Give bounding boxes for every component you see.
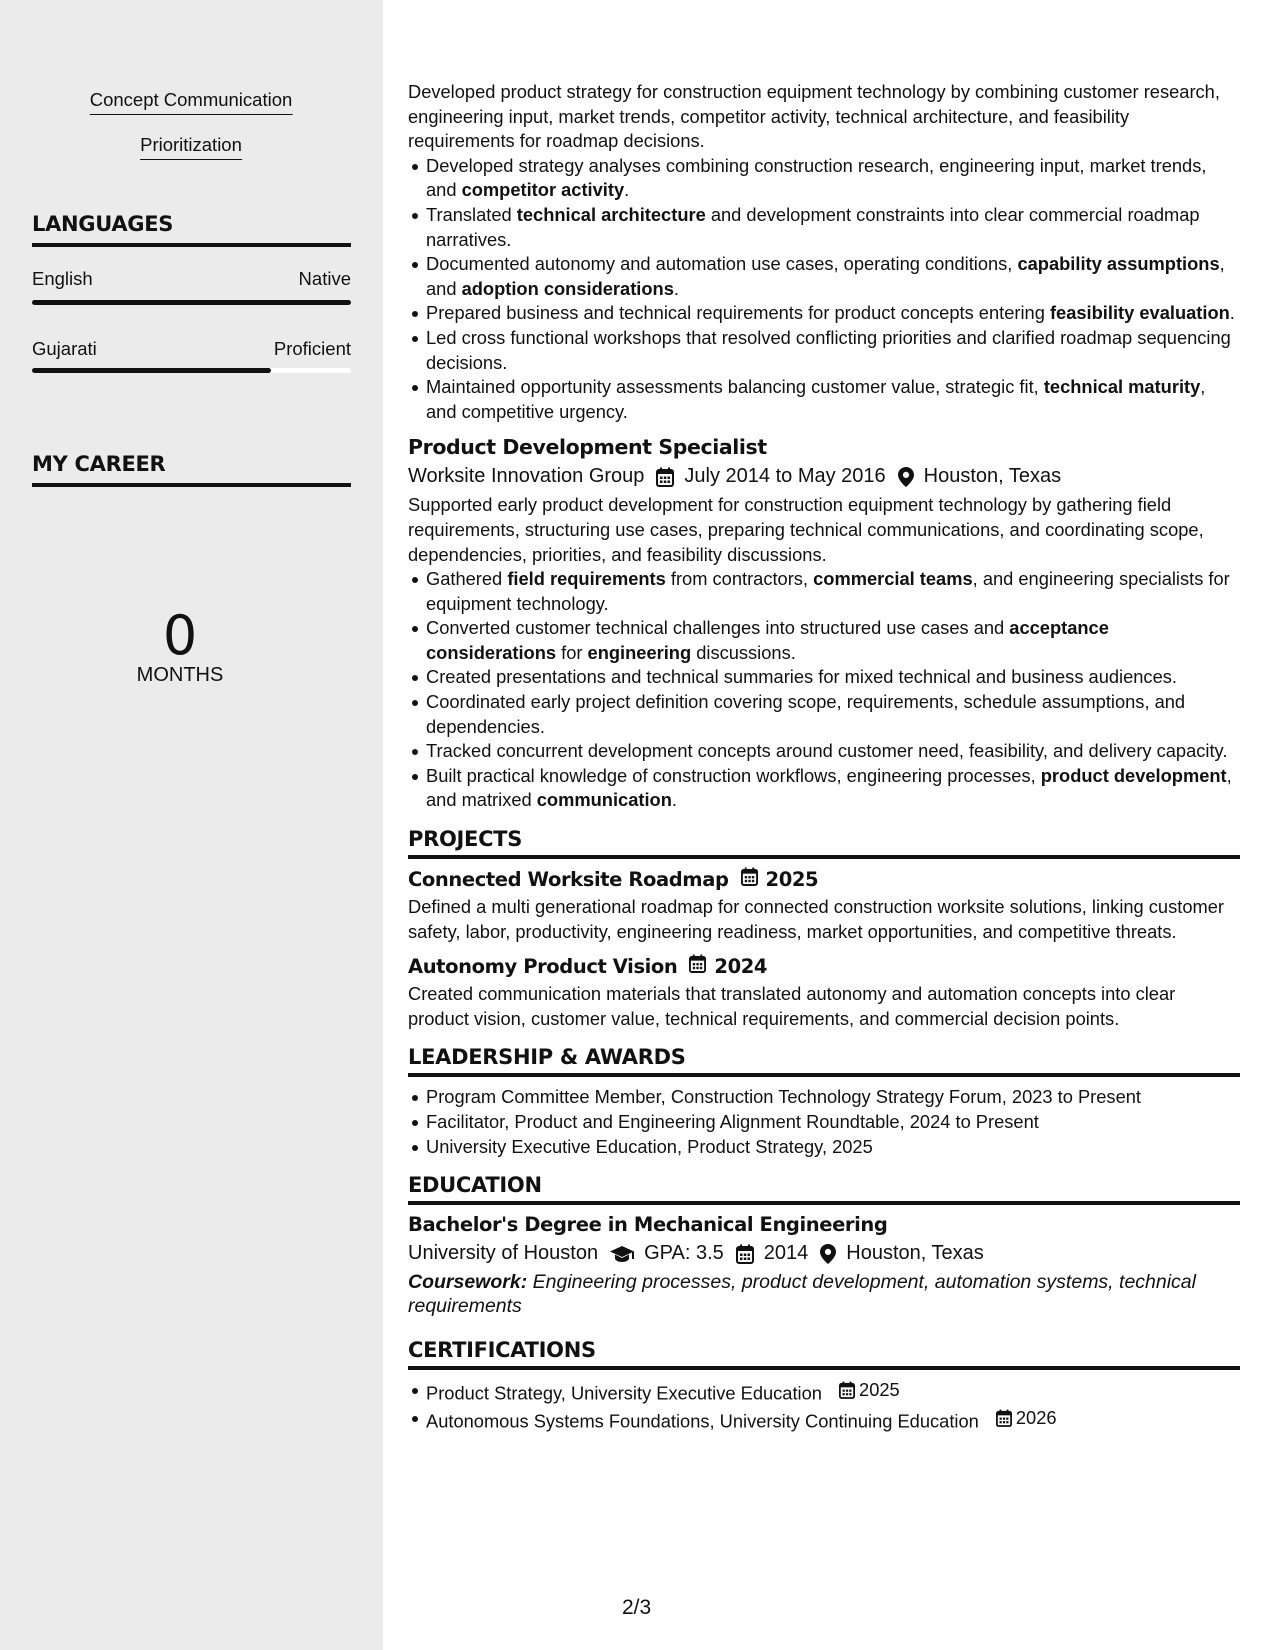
job-bullet: Gathered field requirements from contractors, commercial teams, and engineering specialists for equipment technology. [426, 567, 1240, 616]
job-bullet: Translated technical architecture and development constraints into clear commercial roadmap narratives. [426, 203, 1240, 252]
project-title: Autonomy Product Vision 2024 [408, 954, 768, 978]
page-number: 2/3 [622, 1596, 652, 1619]
language-row [32, 268, 351, 290]
job-meta [408, 465, 1240, 488]
job-bullet: Built practical knowledge of construction workflows, engineering processes, product development, and matrixed communication. [426, 764, 1240, 813]
job-summary: Supported early product development for construction equipment technology by gathering field requirements, structuring use cases, preparing technical communications, and coordinating scope, dependencies, priorities, and feasibility discussions. [408, 494, 1204, 565]
job-bullet: Developed strategy analyses combining construction research, engineering input, market trends, and competitor activity. [426, 154, 1240, 203]
main-content [408, 80, 1240, 1434]
leadership-heading: LEADERSHIP & AWARDS [408, 1045, 1240, 1077]
graduation-cap-icon [610, 1245, 634, 1263]
language-level: Native [298, 268, 351, 289]
language-level: Proficient [273, 338, 351, 359]
job-bullet: Created presentations and technical summaries for mixed technical and business audiences. [426, 665, 1240, 690]
calendar-icon [736, 1244, 754, 1264]
job-bullet: Maintained opportunity assessments balancing customer value, strategic fit, technical maturity, and competitive urgency. [426, 375, 1240, 424]
certification-date: 2026 [996, 1406, 1057, 1431]
leadership-list [408, 1085, 1240, 1159]
job-bullet: Tracked concurrent development concepts around customer need, feasibility, and delivery capacity. [426, 739, 1240, 764]
calendar-icon [689, 954, 706, 978]
job-location: Houston, Texas [923, 465, 1062, 488]
career-value: 0 [162, 604, 198, 667]
career-unit: MONTHS [136, 664, 224, 686]
language-bar [32, 368, 351, 373]
project-year: 2024 [714, 954, 768, 978]
company-name: Worksite Innovation Group [408, 465, 645, 488]
project-year: 2025 [765, 867, 819, 891]
language-bar [32, 300, 351, 305]
skill-prioritization: Prioritization [140, 134, 242, 160]
project-description: Defined a multi generational roadmap for connected construction worksite solutions, linking customer safety, labor, productivity, engineering readiness, market opportunities, and competitive threats. [408, 896, 1224, 942]
career-heading: MY CAREER [32, 452, 351, 487]
skill-concept-communication: Concept Communication [90, 89, 293, 115]
education-meta [408, 1242, 1240, 1265]
graduation-year: 2014 [763, 1242, 809, 1265]
location-pin-icon [898, 467, 914, 487]
job-bullets [408, 154, 1240, 425]
language-name: Gujarati [32, 338, 97, 359]
gpa: GPA: 3.5 [644, 1242, 724, 1265]
projects-heading: PROJECTS [408, 827, 1240, 859]
education-location: Houston, Texas [846, 1242, 984, 1265]
language-name: English [32, 268, 93, 289]
job-bullet: Documented autonomy and automation use cases, operating conditions, capability assumptions, and adoption considerations. [426, 252, 1240, 301]
certifications-list [408, 1378, 1240, 1434]
sidebar [0, 0, 383, 1650]
job-bullets [408, 567, 1240, 813]
calendar-icon [996, 1409, 1012, 1427]
degree-title: Bachelor's Degree in Mechanical Engineering [408, 1213, 888, 1237]
leadership-item: University Executive Education, Product Strategy, 2025 [426, 1135, 1240, 1160]
certifications-heading: CERTIFICATIONS [408, 1338, 1240, 1370]
school-name: University of Houston [408, 1242, 599, 1265]
calendar-icon [656, 467, 674, 487]
job-dates: July 2014 to May 2016 [684, 465, 886, 488]
leadership-item: Program Committee Member, Construction Technology Strategy Forum, 2023 to Present [426, 1085, 1240, 1110]
certification-item: Product Strategy, University Executive Education 2025 [426, 1378, 1240, 1406]
language-bar-fill [32, 368, 271, 373]
job-bullet: Led cross functional workshops that resolved conflicting priorities and clarified roadmap sequencing decisions. [426, 326, 1240, 375]
education-heading: EDUCATION [408, 1173, 1240, 1205]
project-description: Created communication materials that translated autonomy and automation concepts into clear product vision, customer value, technical requirements, and commercial decision points. [408, 983, 1176, 1029]
job-summary: Developed product strategy for construction equipment technology by combining customer research, engineering input, market trends, competitor activity, technical architecture, and feasibility requirements for roadmap decisions. [408, 81, 1220, 152]
language-bar-fill [32, 300, 351, 305]
project-title: Connected Worksite Roadmap 2025 [408, 867, 819, 891]
calendar-icon [741, 867, 758, 891]
coursework-label: Coursework: [408, 1271, 528, 1294]
calendar-icon [839, 1381, 855, 1399]
leadership-item: Facilitator, Product and Engineering Alignment Roundtable, 2024 to Present [426, 1110, 1240, 1135]
certification-date: 2025 [839, 1378, 900, 1403]
job-bullet: Coordinated early project definition covering scope, requirements, schedule assumptions, and dependencies. [426, 690, 1240, 739]
job-title: Product Development Specialist [408, 435, 767, 460]
job-bullet: Converted customer technical challenges into structured use cases and acceptance considerations for engineering discussions. [426, 616, 1240, 665]
coursework: Coursework: Engineering processes, product development, automation systems, technical requirements [408, 1271, 1196, 1318]
job-bullet: Prepared business and technical requirements for product concepts entering feasibility evaluation. [426, 301, 1240, 326]
language-row [32, 338, 351, 360]
languages-heading: LANGUAGES [32, 212, 351, 247]
certification-item: Autonomous Systems Foundations, University Continuing Education 2026 [426, 1406, 1240, 1434]
location-pin-icon [820, 1244, 836, 1264]
